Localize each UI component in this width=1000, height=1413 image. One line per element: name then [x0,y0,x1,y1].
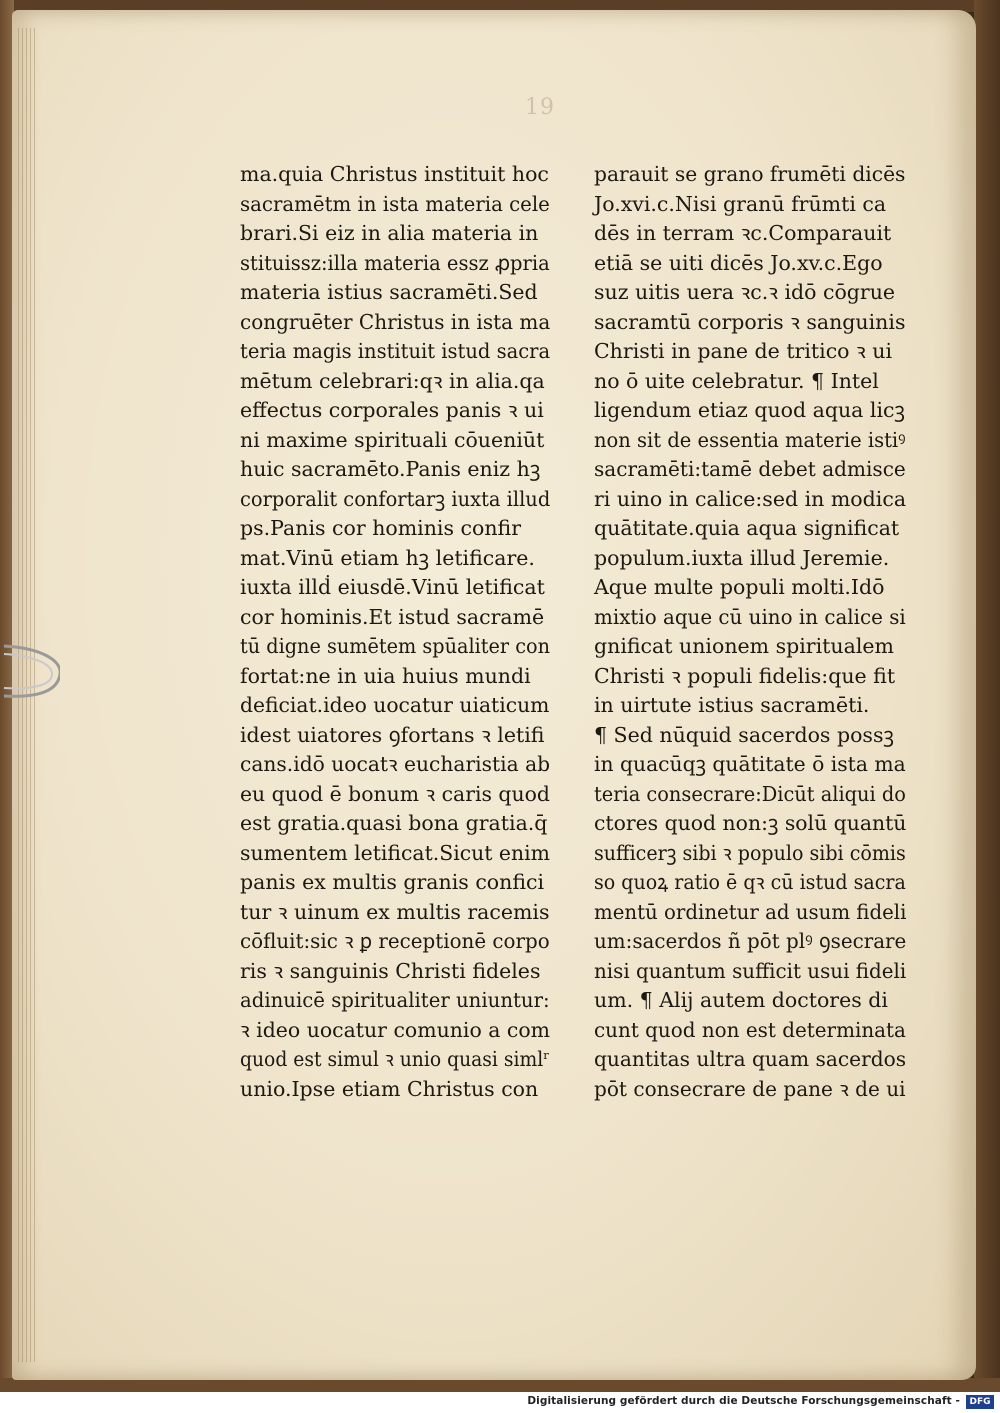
text-line: sacramēti:tamē debet admisce [594,457,906,481]
paper-clip-icon [0,640,60,702]
text-line: panis ex multis granis confici [240,870,545,894]
text-line: parauit se grano frumēti dicēs [594,162,906,186]
text-line: populum.iuxta illud Jeremie. [594,545,890,570]
text-line: etiā se uiti dicēs Jo.xv.c.Ego [594,250,883,275]
text-line: mentū ordinetur ad usum fideli [594,899,907,924]
text-line: teria magis instituit istud sacra [240,339,551,363]
text-line: sumentem letificat.Sicut enim [240,840,550,865]
text-line: effectus corporales panis ꝛ ui [240,398,544,422]
text-line: iuxta illḋ eiusdē.Vinū letificat [240,575,545,599]
text-line: congruēter Christus in ista ma [240,309,551,334]
text-line: tur ꝛ uinum ex multis racemis [240,899,550,924]
text-line: stituissz:illa materia essz ꝓpria [240,250,550,275]
text-line: ctores quod non:ꝫ solū quantū [594,811,907,835]
text-line: unio.Ipse etiam Christus con [240,1076,539,1101]
text-line: quod est simul ꝛ unio quasi simlʳ [240,1047,550,1071]
text-line: Jo.xvi.c.Nisi granū frūmti ca [594,191,887,216]
text-line: cunt quod non est determinata [594,1017,906,1042]
text-line: in quacūqꝫ quātitate ō ista ma [594,752,906,776]
text-line: Christi ꝛ populi fidelis:que fit [594,663,896,688]
text-line: brari.Si eiz in alia materia in [240,221,539,245]
book-cover-right [974,0,1000,1392]
text-column-right [594,160,906,1104]
text-line: idest uiatores ꝯfortans ꝛ letifi [240,722,545,747]
text-line: sacramētm in ista materia cele [240,191,550,216]
funding-credit: Digitalisierung gefördert durch die Deutsche Forschungsgemeinschaft - [527,1395,960,1407]
text-line: so quoꝝ ratio ē qꝛ cū istud sacra [594,870,906,894]
book-cover-bottom [0,1378,1000,1392]
text-line: um. ¶ Alij autem doctores di [594,988,888,1012]
text-line: suz uitis uera ꝛc.ꝛ idō cōgrue [594,280,896,304]
text-line: pōt consecrare de pane ꝛ de ui [594,1076,906,1101]
text-line: Christi in pane de tritico ꝛ ui [594,339,893,363]
text-line: dēs in terram ꝛc.Comparauit [594,221,892,245]
text-line: huic sacramēto.Panis eniz hꝫ [240,457,541,481]
text-line: teria consecrare:Dicūt aliqui do [594,781,906,806]
text-line: ni maxime spirituali cōueniūt [240,427,545,452]
text-line: um:sacerdos ñ pōt plꝰ ꝯsecrare [594,929,907,953]
text-line: ¶ Sed nūquid sacerdos possꝫ [594,722,894,747]
text-line: mixtio aque cū uino in calice si [594,604,906,629]
text-line: materia istius sacramēti.Sed [240,280,538,304]
dfg-logo: DFG [966,1395,994,1409]
text-line: ligendum etiaz quod aqua licꝫ [594,398,905,422]
text-column-left [240,160,550,1104]
text-line: tū digne sumētem spūaliter con [240,634,550,658]
text-line: mat.Vinū etiam hꝫ letificare. [240,545,535,570]
text-line: cōfluit:sic ꝛ ꝑ receptionē corpo [240,929,550,953]
text-line: nisi quantum sufficit usui fideli [594,958,907,983]
text-line: corporalit confortarꝫ iuxta illud [240,486,551,511]
text-line: gnificat unionem spiritualem [594,634,894,658]
text-line: sacramtū corporis ꝛ sanguinis [594,309,906,334]
text-line: ps.Panis cor hominis confir [240,516,522,540]
text-line: ꝛ ideo uocatur comunio a com [240,1017,551,1042]
text-line: sufficerꝫ sibi ꝛ populo sibi cōmis [594,840,906,865]
footer-bar [0,1392,1000,1413]
folio-number: 19 [525,95,555,120]
text-line: mētum celebrari:qꝛ in alia.qa [240,368,545,393]
text-line: in uirtute istius sacramēti. [594,693,870,717]
text-line: Aque multe populi molti.Idō [594,575,885,599]
text-line: adinuicē spiritualiter uniuntur: [240,988,550,1012]
text-line: quātitate.quia aqua significat [594,516,900,540]
text-line: cor hominis.Et istud sacramē [240,604,545,629]
text-line: quantitas ultra quam sacerdos [594,1047,907,1071]
text-line: eu quod ē bonum ꝛ caris quod [240,781,550,806]
text-line: ri uino in calice:sed in modica [594,486,907,511]
text-line: cans.idō uocatꝛ eucharistia ab [240,752,551,776]
text-line: ma.quia Christus instituit hoc [240,162,549,186]
text-line: fortat:ne in uia huius mundi [240,663,531,688]
text-line: non sit de essentia materie istiꝰ [594,427,906,452]
text-line: no ō uite celebratur. ¶ Intel [594,368,879,393]
text-line: ris ꝛ sanguinis Christi fideles [240,958,541,983]
text-line: deficiat.ideo uocatur uiaticum [240,693,550,717]
text-line: est gratia.quasi bona gratia.q̄ [240,811,548,835]
